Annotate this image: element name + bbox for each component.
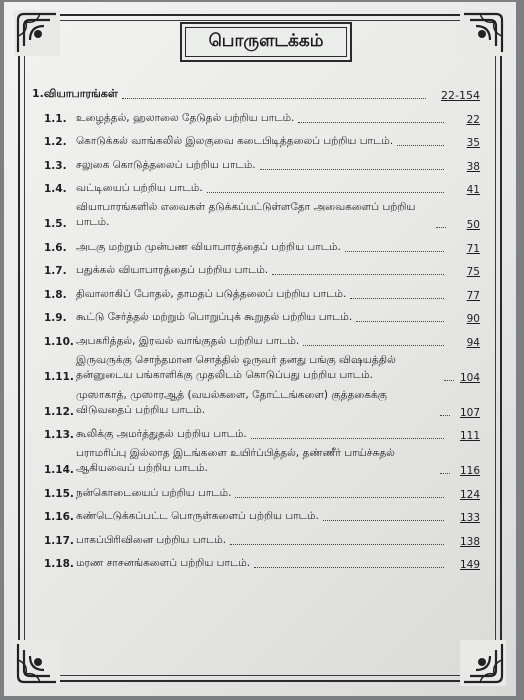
toc-entry[interactable] — [44, 126, 480, 150]
entry-title: கூலிக்கு அமர்த்துதல் பற்றிய பாடம். — [76, 428, 247, 440]
entry-number: 1.7. — [44, 265, 67, 277]
section-page-range: 22-154 — [441, 89, 480, 102]
entry-title: கொடுக்கல் வாங்கலில் இலகுவை கடைபிடித்தலைப் பற்றிய பாடம். — [76, 135, 394, 147]
toc-entry[interactable] — [44, 349, 480, 384]
entry-body — [76, 264, 480, 278]
entry-page-number: 22 — [466, 113, 480, 126]
toc-entry[interactable] — [44, 524, 480, 548]
entry-body — [76, 182, 480, 196]
entry-body — [76, 335, 480, 349]
entry-number: 1.11. — [44, 370, 74, 383]
entry-page-number: 77 — [466, 289, 480, 302]
entry-title: உழைத்தல், ஹலாலை தேடுதல் பற்றிய பாடம். — [76, 111, 295, 124]
entry-title: அபகரித்தல், இரவல் வாங்குதல் பற்றிய பாடம். — [76, 334, 300, 347]
toc-entry[interactable] — [44, 102, 480, 126]
entry-page-number: 50 — [466, 219, 480, 231]
dot-leader — [260, 169, 444, 170]
entry-number: 1.2. — [44, 136, 67, 148]
entry-page-number: 71 — [466, 242, 480, 255]
dot-leader — [444, 380, 454, 381]
entry-title: கண்டெடுக்கப்பட்ட பொருள்களைப் பற்றிய பாடம். — [76, 510, 319, 522]
entry-page-number: 107 — [459, 406, 480, 419]
entry-number: 1.15. — [44, 487, 74, 500]
entry-number: 1.16. — [44, 511, 74, 523]
page-title: பொருளடக்கம் — [180, 22, 352, 62]
entry-title: பராமரிப்பு இல்லாத இடங்களை உயிர்ப்பித்தல், தண்ணீர் பாய்ச்சுதல் ஆகியவைப் பற்றிய பாடம். — [76, 447, 395, 474]
entry-title: பதுக்கல் வியாபாரத்தைப் பற்றிய பாடம். — [76, 264, 269, 276]
entry-page-number: 90 — [466, 313, 480, 325]
entry-title: மரண சாசனங்களைப் பற்றிய பாடம். — [76, 557, 251, 569]
entry-number: 1.5. — [44, 218, 67, 230]
entry-title: பாகப்பிரிவினை பற்றிய பாடம். — [76, 533, 227, 546]
corner-ornament-icon — [460, 10, 506, 56]
toc-entry[interactable] — [44, 442, 480, 477]
entry-page-number: 38 — [466, 160, 480, 173]
toc-entry[interactable] — [44, 302, 480, 326]
toc-items — [32, 102, 480, 571]
dot-leader — [345, 251, 444, 252]
entry-body — [76, 446, 480, 477]
entry-body — [76, 353, 480, 384]
entry-number: 1.9. — [44, 312, 67, 324]
corner-ornament-icon — [14, 10, 60, 56]
dot-leader — [440, 415, 450, 416]
entry-title: திவாலாகிப் போதல், தாமதப் படுத்தலைப் பற்றிய பாடம். — [76, 287, 347, 300]
entry-title: சலுகை கொடுத்தலைப் பற்றிய பாடம். — [76, 158, 256, 171]
dot-leader — [235, 497, 444, 498]
entry-body — [76, 159, 480, 173]
entry-page-number: 94 — [466, 336, 480, 349]
entry-title: வட்டியைப் பற்றிய பாடம். — [76, 182, 203, 194]
entry-body — [76, 428, 480, 442]
entry-page-number: 111 — [459, 430, 480, 442]
book-page — [4, 2, 516, 696]
dot-leader — [254, 567, 444, 568]
entry-title: கூட்டு சேர்த்தல் மற்றும் பொறுப்புக் கூறுதல் பற்றிய பாடம். — [76, 311, 353, 323]
entry-page-number: 124 — [459, 488, 480, 501]
dot-leader — [122, 98, 426, 99]
dot-leader — [207, 192, 444, 193]
entry-number: 1.6. — [44, 241, 67, 254]
toc-section-row[interactable] — [32, 82, 480, 102]
entry-number: 1.10. — [44, 335, 74, 348]
entry-page-number: 138 — [459, 535, 480, 548]
dot-leader — [303, 345, 444, 346]
entry-number: 1.13. — [44, 429, 74, 441]
entry-page-number: 35 — [466, 137, 480, 149]
entry-title: அடகு மற்றும் முன்பண வியாபாரத்தைப் பற்றிய பாடம். — [76, 240, 341, 253]
section-title: 1.வியாபாரங்கள் — [32, 87, 118, 100]
toc-entry[interactable] — [44, 501, 480, 525]
entry-number: 1.8. — [44, 288, 67, 301]
entry-title: நன்கொடையைப் பற்றிய பாடம். — [76, 486, 232, 499]
entry-body — [76, 510, 480, 524]
entry-title: இருவருக்கு சொந்தமான சொத்தில் ஒருவர் தனது பங்கு விஷயத்தில் தன்னுடைய பங்காளிக்கு முதலிடம் கொடுப்பது பற்றிய பாடம். — [76, 353, 396, 381]
toc-entry[interactable] — [44, 548, 480, 572]
toc-entry[interactable] — [44, 173, 480, 197]
toc-entry[interactable] — [44, 419, 480, 443]
dot-leader — [251, 438, 444, 439]
entry-body — [76, 241, 480, 255]
entry-number: 1.14. — [44, 464, 74, 476]
entry-number: 1.4. — [44, 183, 67, 195]
entry-number: 1.17. — [44, 534, 74, 547]
entry-title: வியாபாரங்களில் எவைகள் தடுக்கப்பட்டுள்ளதோ அவைகளைப் பற்றிய பாடம். — [76, 201, 416, 228]
entry-body — [76, 112, 480, 126]
entry-body — [76, 487, 480, 501]
entry-body — [76, 288, 480, 302]
entry-title: முஸாகாத், முஸாரஆத் (வயல்களை, தோட்டங்களை) குத்தகைக்கு விடுவதைப் பற்றிய பாடம். — [76, 388, 387, 416]
toc-entry[interactable] — [44, 149, 480, 173]
entry-page-number: 41 — [466, 184, 480, 196]
entry-page-number: 75 — [466, 266, 480, 278]
entry-body — [76, 557, 480, 571]
dot-leader — [356, 321, 444, 322]
toc-entry[interactable] — [44, 384, 480, 419]
entry-number: 1.18. — [44, 558, 74, 570]
entry-page-number: 104 — [459, 371, 480, 384]
corner-ornament-icon — [460, 640, 506, 686]
dot-leader — [323, 520, 444, 521]
dot-leader — [350, 298, 444, 299]
corner-ornament-icon — [14, 640, 60, 686]
entry-body — [76, 388, 480, 419]
toc-entry[interactable] — [44, 278, 480, 302]
entry-page-number: 133 — [459, 512, 480, 524]
toc-entry[interactable] — [44, 477, 480, 501]
table-of-contents — [32, 82, 480, 571]
entry-body — [76, 135, 480, 149]
dot-leader — [230, 544, 444, 545]
dot-leader — [397, 145, 444, 146]
dot-leader — [272, 274, 444, 275]
toc-entry[interactable] — [44, 196, 480, 231]
entry-body — [76, 200, 480, 231]
dot-leader — [436, 227, 446, 228]
entry-number: 1.3. — [44, 159, 67, 172]
entry-body — [76, 534, 480, 548]
toc-entry[interactable] — [44, 255, 480, 279]
dot-leader — [440, 473, 450, 474]
toc-entry[interactable] — [44, 325, 480, 349]
dot-leader — [298, 122, 444, 123]
entry-number: 1.1. — [44, 112, 67, 125]
entry-number: 1.12. — [44, 405, 74, 418]
entry-page-number: 149 — [459, 559, 480, 571]
entry-page-number: 116 — [459, 465, 480, 477]
entry-body — [76, 311, 480, 325]
toc-entry[interactable] — [44, 231, 480, 255]
